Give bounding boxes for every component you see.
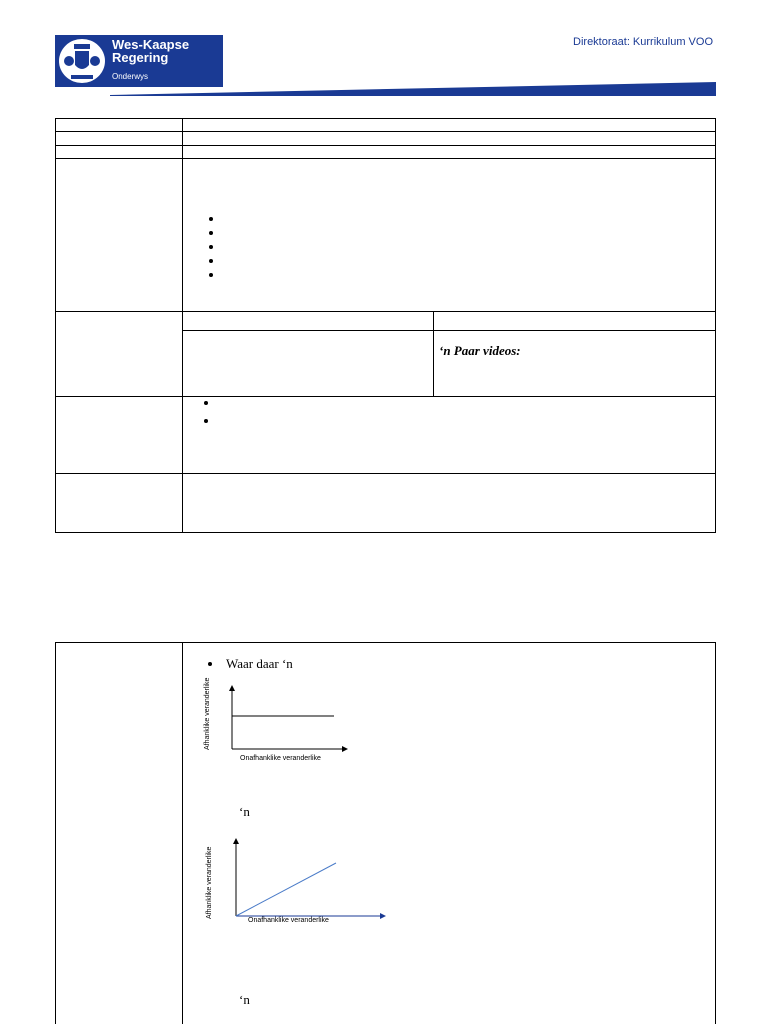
- list-bullet: [209, 273, 213, 277]
- list-bullet: [204, 419, 208, 423]
- y-axis-arrow: [233, 838, 239, 844]
- constant-graph: [226, 685, 351, 755]
- graph2-ylabel: Afhanklike veranderlike: [206, 846, 213, 919]
- x-axis-arrow: [342, 746, 348, 752]
- header-band: [110, 82, 716, 96]
- wcg-logo: [55, 35, 223, 87]
- list-bullet: [208, 662, 212, 666]
- graph2-xlabel: Onafhanklike veranderlike: [248, 917, 329, 924]
- text-after-graph2: ‘n: [239, 992, 250, 1007]
- linear-line: [236, 863, 336, 916]
- text-after-graph1: ‘n: [239, 804, 250, 819]
- list-bullet: [209, 231, 213, 235]
- graph1-xlabel: Onafhanklike veranderlike: [240, 755, 321, 762]
- logo-title: Wes-Kaapse Regering: [112, 37, 190, 65]
- list-bullet: [209, 259, 213, 263]
- list-bullet: [209, 217, 213, 221]
- bullet-text: Waar daar ‘n: [226, 656, 293, 671]
- list-bullet: [204, 401, 208, 405]
- y-axis-arrow: [229, 685, 235, 691]
- video-heading: ‘n Paar videos:: [439, 343, 521, 358]
- list-bullet: [209, 245, 213, 249]
- x-axis-arrow: [380, 913, 386, 919]
- coat-of-arms-icon: [57, 37, 107, 85]
- graph1-ylabel: Afhanklike veranderlike: [204, 677, 211, 750]
- linear-graph: [230, 838, 390, 922]
- directorate-label: Direktoraat: Kurrikulum VOO: [573, 36, 713, 48]
- logo-subtitle: Onderwys: [112, 72, 149, 81]
